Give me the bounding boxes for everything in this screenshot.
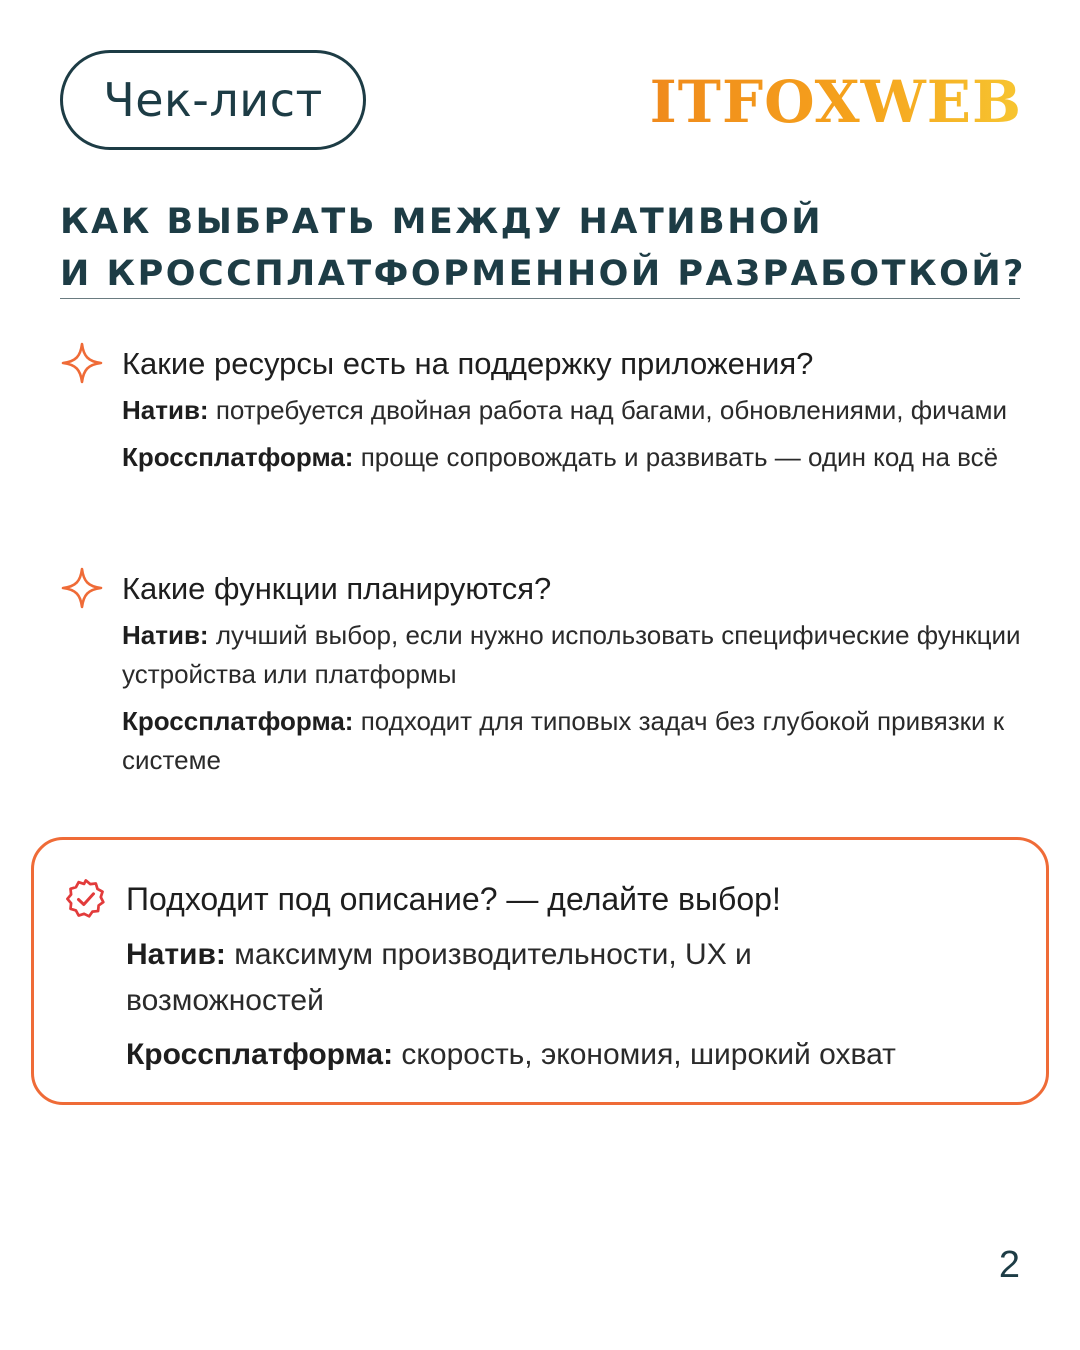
sparkle-star-icon: [60, 566, 104, 610]
cross-text: скорость, экономия, широкий охват: [401, 1038, 896, 1071]
question: [60, 345, 1030, 383]
page-title: [60, 196, 1040, 300]
cross-answer: [122, 438, 1030, 477]
native-text: максимум производительности, UX и возможностей: [126, 938, 752, 1017]
cross-label: Кроссплатформа:: [126, 1038, 394, 1071]
checklist-item-1: [60, 345, 1030, 477]
verified-check-badge-icon: [64, 877, 108, 921]
sparkle-star-icon: [60, 341, 104, 385]
cross-text: подходит для типовых задач без глубокой привязки к системе: [122, 706, 1005, 775]
cross-text: проще сопровождать и развивать — один код на всё: [360, 442, 999, 472]
native-label: Натив:: [126, 938, 226, 971]
conclusion-box: [31, 837, 1049, 1105]
native-label: Натив:: [122, 395, 209, 425]
page-title-line2: И КРОССПЛАТФОРМЕННОЙ РАЗРАБОТКОЙ?: [60, 254, 1026, 294]
question-text: Какие функции планируются?: [122, 571, 552, 606]
cross-answer: [122, 702, 1030, 780]
brand-logo: ITFOXWEB: [649, 68, 1022, 136]
native-label: Натив:: [122, 620, 209, 650]
native-answer: [122, 616, 1030, 694]
cross-answer: [126, 1032, 1026, 1078]
native-text: лучший выбор, если нужно использовать специфические функции устройства или платформы: [122, 620, 1021, 689]
question-text: Какие ресурсы есть на поддержку приложения?: [122, 346, 814, 381]
cross-label: Кроссплатформа:: [122, 706, 354, 736]
cross-label: Кроссплатформа:: [122, 442, 354, 472]
checklist-tag-label: Чек-лист: [103, 73, 323, 127]
title-divider: [60, 298, 1020, 299]
native-answer: [122, 391, 1030, 430]
native-answer: [126, 932, 846, 1024]
checklist-item-2: [60, 570, 1030, 780]
page-title-line1: КАК ВЫБРАТЬ МЕЖДУ НАТИВНОЙ: [60, 202, 824, 242]
checklist-tag: [60, 50, 366, 150]
page-number: 2: [998, 1244, 1020, 1286]
conclusion-question-text: Подходит под описание? — делайте выбор!: [126, 881, 781, 917]
native-text: потребуется двойная работа над багами, обновлениями, фичами: [215, 395, 1008, 425]
conclusion-question: [64, 880, 781, 918]
question: [60, 570, 1030, 608]
